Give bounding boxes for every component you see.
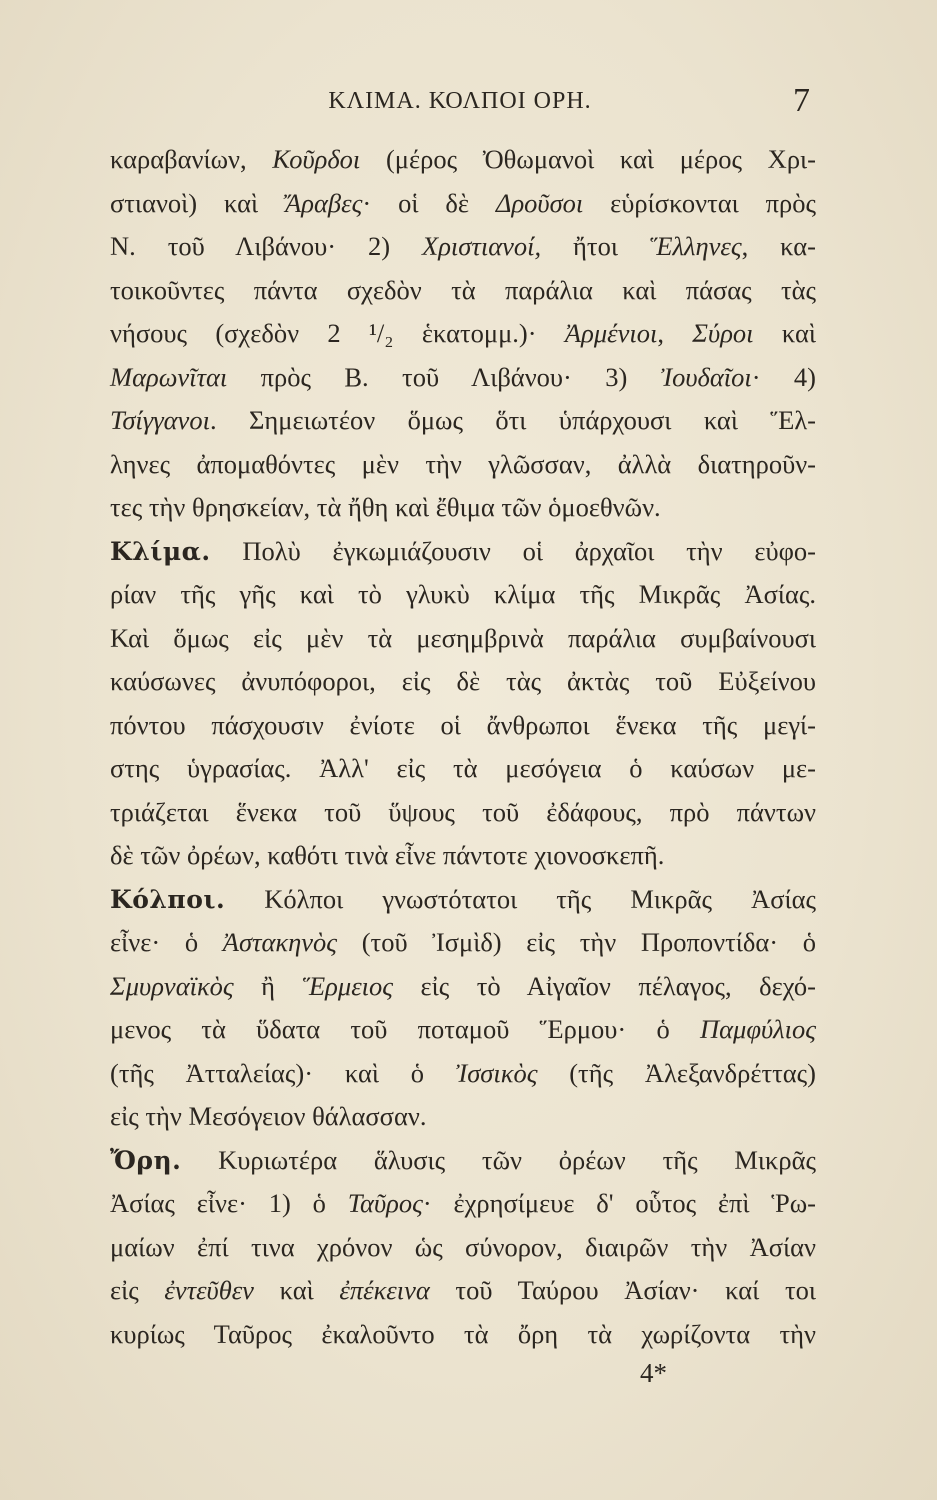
section-ore-line: Ὄρη. Κυριωτέρα ἅλυσις τῶν ὀρέων τῆς Μικρᾶς: [110, 1144, 816, 1175]
text-line: Ν. τοῦ Λιβάνου· 2) Χριστιανοί, ἤτοι Ἕλληνες, κα-: [110, 231, 816, 261]
text-line: δὲ τῶν ὀρέων, καθότι τινὰ εἶνε πάντοτε χιονοσκεπῆ.: [110, 840, 665, 870]
text-line: (τῆς Ἀτταλείας)· καὶ ὁ Ἰσσικὸς (τῆς Ἀλεξανδρέττας): [110, 1057, 816, 1088]
text-line: τοικοῦντες πάντα σχεδὸν τὰ παράλια καὶ πάσας τὰς: [110, 274, 816, 305]
section-heading-kolpoi: Κόλποι.: [110, 884, 226, 914]
text-line: Σμυρναϊκὸς ἢ Ἕρμειος εἰς τὸ Αἰγαῖον πέλαγος, δεχό-: [110, 970, 816, 1001]
section-klima-line: Κλίμα. Πολὺ ἐγκωμιάζουσιν οἱ ἀρχαῖοι τὴν εὐφο-: [110, 535, 816, 566]
text-line: Ἀσίας εἶνε· 1) ὁ Ταῦρος· ἐχρησίμευε δ' οὗτος ἐπὶ Ῥω-: [110, 1188, 816, 1218]
text-line: εἰς τὴν Μεσόγειον θάλασσαν.: [110, 1101, 427, 1131]
text-line: τες τὴν θρησκείαν, τὰ ἤθη καὶ ἔθιμα τῶν ὁμοεθνῶν.: [110, 492, 661, 522]
body-text: [110, 138, 816, 1356]
running-head: ΚΛΙΜΑ. ΚΟΛΠΟΙ ΟΡΗ.: [328, 88, 592, 114]
section-kolpoi-line: Κόλποι. Κόλποι γνωστότατοι τῆς Μικρᾶς Ἀσίας: [110, 883, 816, 914]
text-line: πόντου πάσχουσιν ἐνίοτε οἱ ἄνθρωποι ἕνεκα τῆς μεγί-: [110, 709, 816, 740]
section-heading-klima: Κλίμα.: [110, 536, 211, 566]
text-line: Τσίγγανοι. Σημειωτέον ὅμως ὅτι ὑπάρχουσι καὶ Ἕλ-: [110, 405, 816, 435]
text-line: κυρίως Ταῦρος ἐκαλοῦντο τὰ ὄρη τὰ χωρίζοντα τὴν: [110, 1318, 816, 1349]
text-line: Μαρωνῖται πρὸς Β. τοῦ Λιβάνου· 3) Ἰουδαῖοι· 4): [110, 361, 817, 392]
text-line: εἰς ἐντεῦθεν καὶ ἐπέκεινα τοῦ Ταύρου Ἀσίαν· καί τοι: [110, 1275, 816, 1305]
text-line: καύσωνες ἀνυπόφοροι, εἰς δὲ τὰς ἀκτὰς τοῦ Εὐξείνου: [110, 666, 816, 696]
section-heading-ore: Ὄρη.: [110, 1145, 182, 1175]
text-line: τριάζεται ἕνεκα τοῦ ὕψους τοῦ ἐδάφους, πρὸ πάντων: [110, 796, 816, 827]
signature-mark: 4*: [640, 1358, 667, 1388]
text-line: καραβανίων, Κοῦρδοι (μέρος Ὀθωμανοὶ καὶ μέρος Χρι-: [110, 144, 816, 174]
text-line: ρίαν τῆς γῆς καὶ τὸ γλυκὺ κλίμα τῆς Μικρᾶς Ἀσίας.: [110, 579, 816, 609]
text-line: στης ὑγρασίας. Ἀλλ' εἰς τὰ μεσόγεια ὁ καύσων με-: [110, 753, 816, 783]
text-line: μαίων ἐπί τινα χρόνον ὡς σύνορον, διαιρῶν τὴν Ἀσίαν: [110, 1231, 816, 1262]
text-line: νήσους (σχεδὸν 2 ¹/₂ ἑκατομμ.)· Ἀρμένιοι, Σύροι καὶ: [110, 318, 817, 348]
text-line: εἶνε· ὁ Ἀστακηνὸς (τοῦ Ἰσμὶδ) εἰς τὴν Προποντίδα· ὁ: [110, 927, 816, 957]
page-header: [110, 84, 810, 124]
page-number: 7: [793, 82, 810, 119]
text-line: ληνες ἀπομαθόντες μὲν τὴν γλῶσσαν, ἀλλὰ διατηροῦν-: [110, 448, 816, 479]
text-line: μενος τὰ ὕδατα τοῦ ποταμοῦ Ἕρμου· ὁ Παμφύλιος: [110, 1014, 816, 1044]
text-line: Καὶ ὅμως εἰς μὲν τὰ μεσημβρινὰ παράλια συμβαίνουσι: [110, 622, 816, 653]
text-line: στιανοὶ) καὶ Ἄραβες· οἱ δὲ Δροῦσοι εὑρίσκονται πρὸς: [110, 187, 816, 218]
